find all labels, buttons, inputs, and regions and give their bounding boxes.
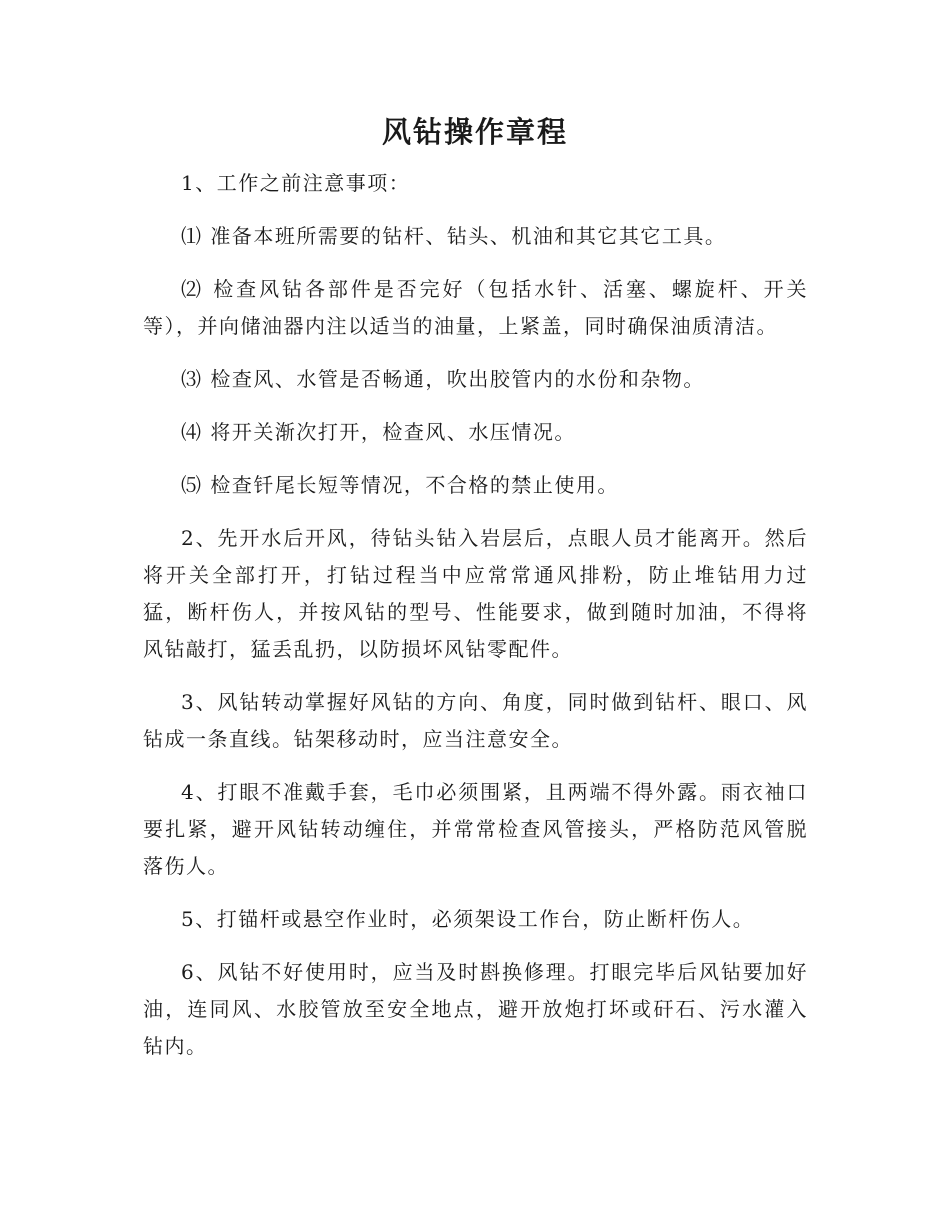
paragraph-item-2: ⑵ 检查风钻各部件是否完好（包括水针、活塞、螺旋杆、开关等），并向储油器内注以适当的油量，上紧盖，同时确保油质清洁。 <box>143 277 808 338</box>
paragraph-section-5: 5、打锚杆或悬空作业时，必须架设工作台，防止断杆伤人。 <box>181 907 755 931</box>
paragraph-section-2: 2、先开水后开风，待钻头钻入岩层后，点眼人员才能离开。然后将开关全部打开，打钻过程当中应常常通风排粉，防止堆钻用力过猛，断杆伤人，并按风钻的型号、性能要求，做到随时加油，不得将风钻敲打，猛丢乱扔，以防损坏风钻零配件。 <box>143 526 808 661</box>
paragraph-section-3: 3、风钻转动掌握好风钻的方向、角度，同时做到钻杆、眼口、风钻成一条直线。钻架移动时，应当注意安全。 <box>143 690 808 751</box>
document-body <box>143 165 808 1081</box>
document-title: 风钻操作章程 <box>381 115 568 149</box>
paragraph-item-1: ⑴ 准备本班所需要的钻杆、钻头、机油和其它其它工具。 <box>181 224 727 248</box>
paragraph-section-6: 6、风钻不好使用时，应当及时斟换修理。打眼完毕后风钻要加好油，连同风、水胶管放至安全地点，避开放炮打坏或矸石、污水灌入钻内。 <box>143 960 808 1058</box>
paragraph-section-4: 4、打眼不准戴手套，毛巾必须围紧，且两端不得外露。雨衣袖口要扎紧，避开风钻转动缠住，并常常检查风管接头，严格防范风管脱落伤人。 <box>143 780 808 878</box>
paragraph-item-3: ⑶ 检查风、水管是否畅通，吹出胶管内的水份和杂物。 <box>181 367 705 391</box>
paragraph-section-1-heading: 1、工作之前注意事项： <box>181 171 411 195</box>
paragraph-item-4: ⑷ 将开关渐次打开，检查风、水压情况。 <box>181 420 576 444</box>
paragraph-item-5: ⑸ 检查钎尾长短等情况，不合格的禁止使用。 <box>181 473 619 497</box>
